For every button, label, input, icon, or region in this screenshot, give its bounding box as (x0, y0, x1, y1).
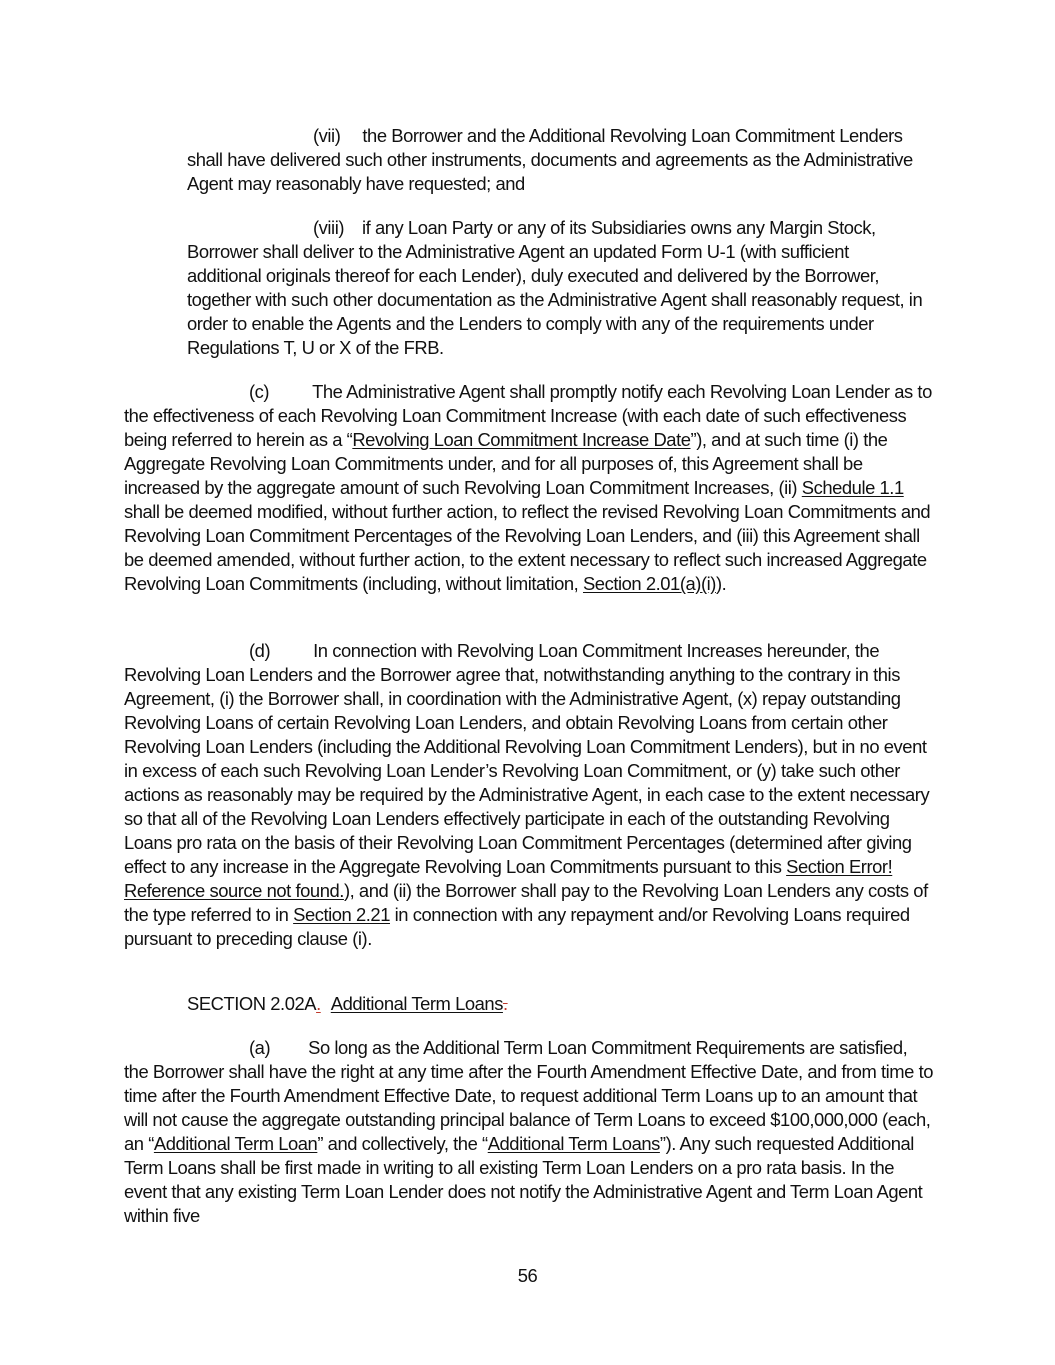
clause-vii-number: (vii) (313, 125, 341, 146)
defined-term-additional-term-loan: Additional Term Loan (153, 1133, 318, 1154)
clause-d-letter: (d) (249, 640, 271, 661)
defined-term-additional-term-loans: Additional Term Loans (487, 1133, 660, 1154)
clause-c-letter: (c) (249, 381, 270, 402)
section-2-21-reference: Section 2.21 (293, 904, 390, 925)
clause-vii: (vii) the Borrower and the Additional Revolving Loan Commitment Lenders shall have delivered such other instruments, documents and agreements as the Administrative Agent may reasonably have requested; and (187, 125, 913, 194)
section-2-01-a-i-reference: Section 2.01(a)(i) (582, 573, 716, 594)
clause-d: (d) In connection with Revolving Loan Commitment Increases hereunder, the Revolving Loan Lenders and the Borrower agree that, notwithstanding anything to the contrary in this Agreement, (i) the Borrower shall, in coordination with the Administrative Agent, (x) repay outstanding Revolving Loans of certain Revolving Loan Lenders, and obtain Revolving Loans from certain other Revolving Loan Lenders (including the Additional Revolving Loan Commitment Lenders), but in no event in excess of each such Revolving Loan Lender’s Revolving Loan Commitment, or (y) take such other actions as reasonably may be required by the Administrative Agent, in each case to the extent necessary so that all of the Revolving Loan Lenders effectively participate in each of the outstanding Revolving Loans pro rata on the basis of their Revolving Loan Commitment Percentages (determined after giving effect to any increase in the Aggregate Revolving Loan Commitments pursuant to this Section Error! Reference source not found.), and (ii) the Borrower shall pay to the Revolving Loan Lenders any costs of the type referred to in Section 2.21 in connection with any repayment and/or Revolving Loans required pursuant to preceding clause (i). (124, 640, 930, 949)
page-number: 56 (517, 1265, 538, 1286)
clause-viii-number: (viii) (313, 217, 345, 238)
clause-a-letter: (a) (249, 1037, 271, 1058)
section-title: Additional Term Loans (330, 993, 503, 1014)
section-heading: SECTION 2.02A. Additional Term Loans. (187, 993, 508, 1014)
defined-term-revolving-loan-commitment-increase-date: Revolving Loan Commitment Increase Date (352, 429, 691, 450)
broken-section-reference: Section Error! Reference source not found. (124, 856, 893, 901)
clause-a: (a) So long as the Additional Term Loan Commitment Requirements are satisfied, the Borrower shall have the right at any time after the Fourth Amendment Effective Date, and from time to time after the Fourth Amendment Effective Date, to request additional Term Loans up to an amount that will not cause the aggregate outstanding principal balance of Term Loans to exceed $100,000,000 (each, an “Additional Term Loan” and collectively, the “Additional Term Loans”). Any such requested Additional Term Loans shall be first made in writing to all existing Term Loan Lenders on a pro rata basis. In the event that any existing Term Loan Lender does not notify the Administrative Agent and Term Loan Agent within five (124, 1037, 934, 1226)
clause-c: (c) The Administrative Agent shall promptly notify each Revolving Loan Lender as to the effectiveness of each Revolving Loan Commitment Increase (with each date of such effectiveness being referred to herein as a “Revolving Loan Commitment Increase Date”), and at such time (i) the Aggregate Revolving Loan Commitments under, and for all purposes of, this Agreement shall be increased by the aggregate amount of such Revolving Loan Commitment Increases, (ii) Schedule 1.1 shall be deemed modified, without further action, to reflect the revised Revolving Loan Commitments and Revolving Loan Commitment Percentages of the Revolving Loan Lenders, and (iii) this Agreement shall be deemed amended, without further action, to the extent necessary to reflect such increased Aggregate Revolving Loan Commitments (including, without limitation, Section 2.01(a)(i)). (124, 381, 932, 594)
clause-viii: (viii) if any Loan Party or any of its Subsidiaries owns any Margin Stock, Borrower shall deliver to the Administrative Agent an updated Form U-1 (with sufficient additional originals thereof for each Lender), duly executed and delivered by the Borrower, together with such other documentation as the Administrative Agent shall reasonably request, in order to enable the Agents and the Lenders to comply with any of the requirements under Regulations T, U or X of the FRB. (187, 217, 923, 358)
schedule-1-1-reference: Schedule 1.1 (801, 477, 904, 498)
